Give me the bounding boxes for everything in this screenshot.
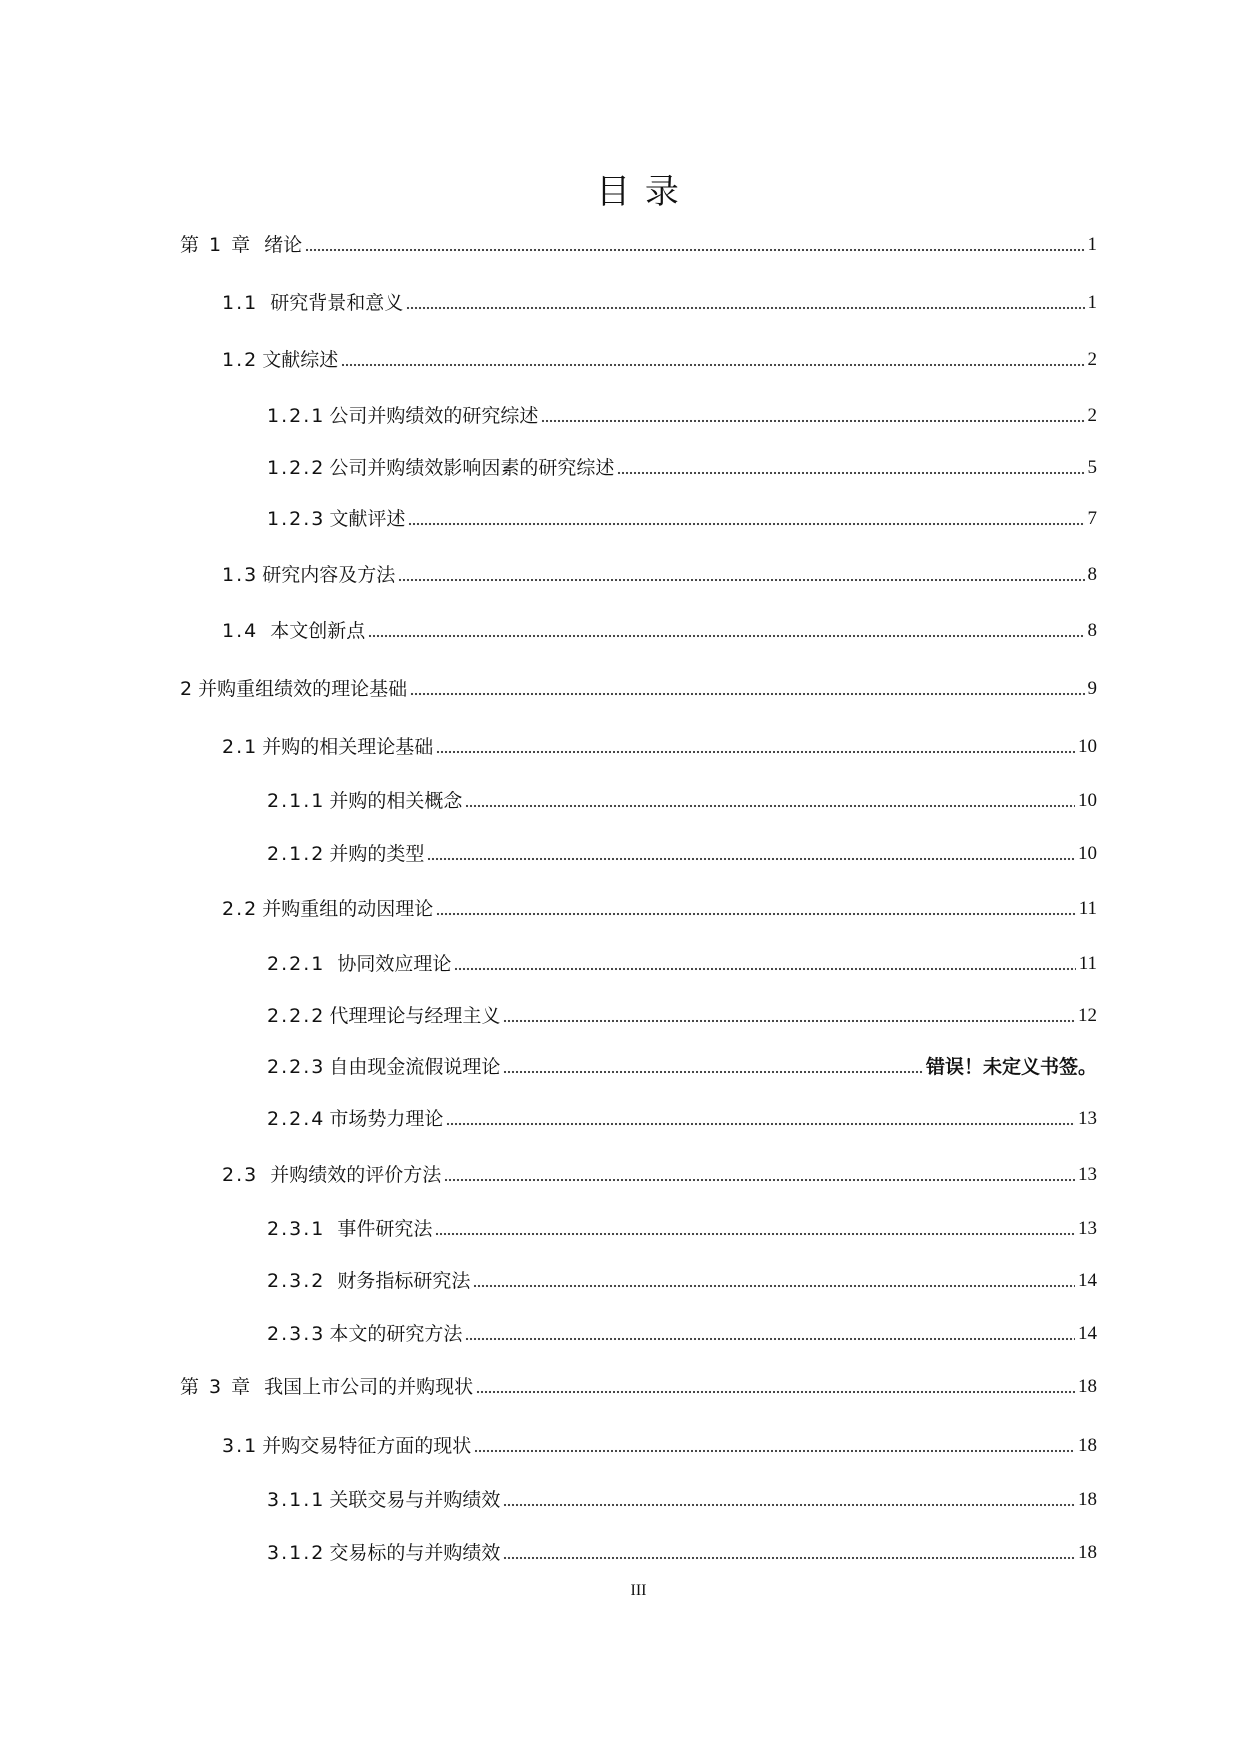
toc-entry-title: 自由现金流假说理论 xyxy=(329,1056,501,1078)
toc-entry-number: 2.3.3 xyxy=(267,1323,326,1345)
toc-entry-title: 关联交易与并购绩效 xyxy=(329,1489,501,1511)
dot-leader xyxy=(410,692,1084,696)
toc-entry[interactable] xyxy=(267,1488,1097,1512)
dot-leader xyxy=(474,1449,1075,1453)
toc-entry-page: 11 xyxy=(1078,898,1097,919)
dot-leader xyxy=(427,857,1075,861)
toc-entry-page: 1 xyxy=(1087,234,1097,255)
toc-entry-title: 研究内容及方法 xyxy=(262,564,396,586)
toc-entry-title: 代理理论与经理主义 xyxy=(329,1005,501,1027)
toc-entry-title: 我国上市公司的并购现状 xyxy=(264,1376,474,1398)
dot-leader xyxy=(305,248,1084,252)
toc-entry-number: 2.2.1 xyxy=(267,953,326,975)
toc-entry-number: 2.2.4 xyxy=(267,1108,326,1130)
dot-leader xyxy=(617,471,1084,475)
toc-entry-page: 5 xyxy=(1087,457,1097,478)
toc-entry-page: 10 xyxy=(1078,736,1097,757)
toc-entry-number: 2.3.1 xyxy=(267,1218,326,1240)
toc-entry-number: 3.1.2 xyxy=(267,1542,326,1564)
page-title: 目 录 xyxy=(596,172,681,212)
toc-entry-number: 1.4 xyxy=(222,620,259,642)
toc-entry[interactable] xyxy=(267,507,1097,531)
dot-leader xyxy=(408,522,1084,526)
toc-entry-title: 公司并购绩效的研究综述 xyxy=(329,405,539,427)
toc-entry-title: 并购的类型 xyxy=(329,843,425,865)
toc-entry-title: 并购交易特征方面的现状 xyxy=(262,1435,472,1457)
toc-entry-title: 本文创新点 xyxy=(270,620,366,642)
toc-entry-title: 文献综述 xyxy=(262,349,339,371)
dot-leader xyxy=(436,750,1075,754)
toc-entry-page: 11 xyxy=(1078,953,1097,974)
bookmark-error-text: 错误！未定义书签。 xyxy=(925,1056,1097,1078)
toc-entry-number: 1.2 xyxy=(222,349,259,371)
toc-entry-title: 交易标的与并购绩效 xyxy=(329,1542,501,1564)
toc-entry-number: 3.1.1 xyxy=(267,1489,326,1511)
toc-entry-page: 2 xyxy=(1087,405,1097,426)
toc-entry[interactable] xyxy=(180,677,1097,701)
toc-entry[interactable] xyxy=(222,735,1097,759)
dot-leader xyxy=(503,1556,1075,1560)
toc-entry[interactable] xyxy=(267,1107,1097,1131)
dot-leader xyxy=(406,306,1084,310)
toc-entry-number: 1.2.2 xyxy=(267,457,326,479)
dot-leader xyxy=(541,419,1084,423)
toc-entry-number: 第 1 章 xyxy=(180,234,253,256)
toc-entry-page: 7 xyxy=(1087,508,1097,529)
dot-leader xyxy=(465,1337,1075,1341)
toc-entry-title: 文献评述 xyxy=(329,508,406,530)
dot-leader xyxy=(368,634,1084,638)
dot-leader xyxy=(465,804,1075,808)
dot-leader xyxy=(398,578,1084,582)
toc-entry[interactable] xyxy=(222,619,1097,643)
toc-entry-number: 2.2 xyxy=(222,898,259,920)
toc-entry[interactable] xyxy=(267,1322,1097,1346)
toc-entry-page: 8 xyxy=(1087,620,1097,641)
toc-entry-page: 2 xyxy=(1087,349,1097,370)
toc-entry-page: 1 xyxy=(1087,292,1097,313)
toc-entry-page: 9 xyxy=(1087,678,1097,699)
dot-leader xyxy=(503,1019,1075,1023)
toc-entry[interactable] xyxy=(267,1269,1097,1293)
dot-leader xyxy=(473,1284,1075,1288)
toc-entry-number: 2.3.2 xyxy=(267,1270,326,1292)
toc-entry-number: 2.1.1 xyxy=(267,790,326,812)
toc-entry-number: 1.1 xyxy=(222,292,259,314)
dot-leader xyxy=(341,363,1084,367)
toc-entry[interactable] xyxy=(267,1217,1097,1241)
toc-entry-page: 13 xyxy=(1078,1218,1097,1239)
toc-entry[interactable] xyxy=(267,1541,1097,1565)
toc-entry-number: 1.3 xyxy=(222,564,259,586)
toc-entry-number: 2 xyxy=(180,678,195,700)
toc-entry-title: 市场势力理论 xyxy=(329,1108,444,1130)
toc-entry-number: 2.1 xyxy=(222,736,259,758)
toc-entry-page: 14 xyxy=(1078,1323,1097,1344)
toc-entry-title: 并购重组的动因理论 xyxy=(262,898,434,920)
toc-entry-title: 本文的研究方法 xyxy=(329,1323,463,1345)
toc-entry-title: 并购的相关概念 xyxy=(329,790,463,812)
toc-entry-title: 并购的相关理论基础 xyxy=(262,736,434,758)
toc-entry[interactable] xyxy=(222,291,1097,315)
toc-entry-title: 并购绩效的评价方法 xyxy=(270,1164,442,1186)
toc-entry-page: 8 xyxy=(1087,564,1097,585)
toc-entry-number: 第 3 章 xyxy=(180,1376,253,1398)
toc-entry-title: 并购重组绩效的理论基础 xyxy=(198,678,408,700)
dot-leader xyxy=(503,1503,1075,1507)
toc-entry-title: 事件研究法 xyxy=(337,1218,433,1240)
toc-entry-page: 14 xyxy=(1078,1270,1097,1291)
dot-leader xyxy=(503,1070,923,1074)
toc-entry-title: 财务指标研究法 xyxy=(337,1270,471,1292)
toc-entry-page: 12 xyxy=(1078,1005,1097,1026)
toc-entry[interactable] xyxy=(267,952,1097,976)
dot-leader xyxy=(454,967,1075,971)
toc-entry-number: 1.2.3 xyxy=(267,508,326,530)
dot-leader xyxy=(446,1122,1075,1126)
toc-entry-page: 10 xyxy=(1078,790,1097,811)
toc-entry-number: 2.1.2 xyxy=(267,843,326,865)
dot-leader xyxy=(436,912,1075,916)
toc-entry-page: 13 xyxy=(1078,1164,1097,1185)
toc-entry[interactable] xyxy=(222,897,1097,921)
toc-entry-page: 10 xyxy=(1078,843,1097,864)
toc-entry-title: 协同效应理论 xyxy=(337,953,452,975)
toc-entry[interactable] xyxy=(222,1434,1097,1458)
toc-entry-number: 2.3 xyxy=(222,1164,259,1186)
toc-entry[interactable] xyxy=(180,233,1097,257)
toc-entry[interactable] xyxy=(222,563,1097,587)
toc-entry[interactable] xyxy=(267,404,1097,428)
toc-entry[interactable] xyxy=(267,842,1097,866)
toc-entry[interactable] xyxy=(180,1375,1097,1399)
toc-entry-page: 18 xyxy=(1078,1489,1097,1510)
dot-leader xyxy=(444,1178,1075,1182)
toc-entry-title: 公司并购绩效影响因素的研究综述 xyxy=(329,457,615,479)
toc-entry-page: 13 xyxy=(1078,1108,1097,1129)
toc-entry-number: 2.2.2 xyxy=(267,1005,326,1027)
toc-entry[interactable] xyxy=(267,789,1097,813)
toc-entry-title: 研究背景和意义 xyxy=(270,292,404,314)
toc-entry-title: 绪论 xyxy=(264,234,303,256)
dot-leader xyxy=(476,1390,1075,1394)
page-number: III xyxy=(630,1582,647,1599)
toc-entry[interactable] xyxy=(267,1004,1097,1028)
toc-entry-number: 3.1 xyxy=(222,1435,259,1457)
toc-entry-page: 18 xyxy=(1078,1435,1097,1456)
dot-leader xyxy=(435,1232,1075,1236)
toc-entry-page: 18 xyxy=(1078,1376,1097,1397)
toc-entry[interactable] xyxy=(267,456,1097,480)
toc-entry-page: 18 xyxy=(1078,1542,1097,1563)
toc-entry[interactable] xyxy=(267,1055,1097,1079)
toc-entry[interactable] xyxy=(222,1163,1097,1187)
toc-entry-number: 2.2.3 xyxy=(267,1056,326,1078)
toc-entry[interactable] xyxy=(222,348,1097,372)
toc-entry-number: 1.2.1 xyxy=(267,405,326,427)
